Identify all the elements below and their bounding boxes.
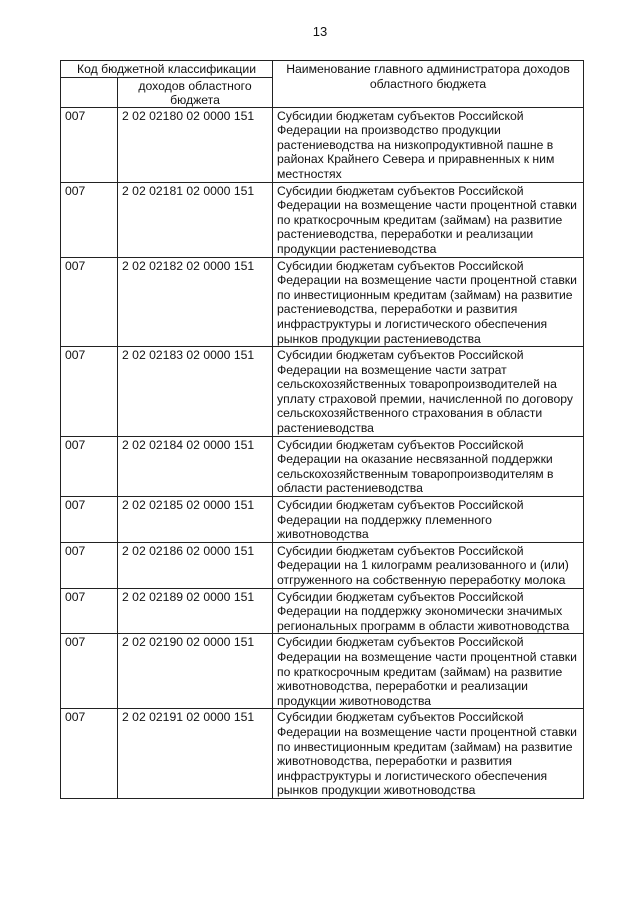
admin-code-cell: 007 — [61, 436, 118, 496]
income-name-cell: Субсидии бюджетам субъектов Российской Федерации на оказание несвязанной поддержки сельскохозяйственным товаропроизводителям в области растениеводства — [273, 436, 584, 496]
admin-code-cell: 007 — [61, 497, 118, 543]
admin-code-cell: 007 — [61, 107, 118, 182]
table-row — [61, 588, 584, 634]
income-name-cell: Субсидии бюджетам субъектов Российской Федерации на поддержку экономически значимых региональных программ в области животноводства — [273, 588, 584, 634]
admin-code-cell: 007 — [61, 182, 118, 257]
income-code-cell: 2 02 02181 02 0000 151 — [118, 182, 273, 257]
income-code-cell: 2 02 02182 02 0000 151 — [118, 257, 273, 347]
income-name-cell: Субсидии бюджетам субъектов Российской Федерации на возмещение части процентной ставки по инвестиционным кредитам (займам) на развитие растениеводства, переработки и развития инфраструктуры и логистического обеспечения рынков продукции растениеводства — [273, 257, 584, 347]
income-name-cell: Субсидии бюджетам субъектов Российской Федерации на возмещение части процентной ставки по краткосрочным кредитам (займам) на развитие растениеводства, переработки и реализации продукции растениеводства — [273, 182, 584, 257]
admin-code-cell: 007 — [61, 634, 118, 709]
admin-code-cell: 007 — [61, 709, 118, 799]
header-chief-administrator — [61, 77, 118, 107]
table-row — [61, 709, 584, 799]
admin-code-cell: 007 — [61, 588, 118, 634]
table-row — [61, 542, 584, 588]
header-row-top — [61, 61, 584, 78]
income-code-cell: 2 02 02184 02 0000 151 — [118, 436, 273, 496]
income-code-cell: 2 02 02180 02 0000 151 — [118, 107, 273, 182]
table-row — [61, 107, 584, 182]
header-administrator-name: Наименование главного администратора доходов областного бюджета — [273, 61, 584, 108]
table-row — [61, 347, 584, 437]
table-body — [61, 107, 584, 798]
header-regional-budget-income: доходов областного бюджета — [118, 77, 273, 107]
income-name-cell: Субсидии бюджетам субъектов Российской Федерации на 1 килограмм реализованного и (или) отгруженного на собственную переработку молока — [273, 542, 584, 588]
income-name-cell: Субсидии бюджетам субъектов Российской Федерации на возмещение части процентной ставки по инвестиционным кредитам (займам) на развитие животноводства, переработки и развития инфраструктуры и логистического обеспечения рынков продукции животноводства — [273, 709, 584, 799]
page-number: 13 — [312, 24, 328, 39]
table-row — [61, 497, 584, 543]
table-row — [61, 182, 584, 257]
table-row — [61, 257, 584, 347]
admin-code-cell: 007 — [61, 257, 118, 347]
income-code-cell: 2 02 02185 02 0000 151 — [118, 497, 273, 543]
table-header — [61, 61, 584, 108]
income-code-cell: 2 02 02190 02 0000 151 — [118, 634, 273, 709]
income-code-cell: 2 02 02191 02 0000 151 — [118, 709, 273, 799]
income-name-cell: Субсидии бюджетам субъектов Российской Федерации на производство продукции растениеводства на низкопродуктивной пашне в районах Крайнего Севера и приравненных к ним местностях — [273, 107, 584, 182]
table-row — [61, 634, 584, 709]
table-row — [61, 436, 584, 496]
header-budget-classification-code: Код бюджетной классификации — [61, 61, 273, 78]
admin-code-cell: 007 — [61, 347, 118, 437]
income-code-cell: 2 02 02183 02 0000 151 — [118, 347, 273, 437]
admin-code-cell: 007 — [61, 542, 118, 588]
income-code-cell: 2 02 02186 02 0000 151 — [118, 542, 273, 588]
budget-classification-table — [60, 60, 584, 799]
income-code-cell: 2 02 02189 02 0000 151 — [118, 588, 273, 634]
income-name-cell: Субсидии бюджетам субъектов Российской Федерации на поддержку племенного животноводства — [273, 497, 584, 543]
income-name-cell: Субсидии бюджетам субъектов Российской Федерации на возмещение части процентной ставки по краткосрочным кредитам (займам) на развитие животноводства, переработки и реализации продукции животноводства — [273, 634, 584, 709]
income-name-cell: Субсидии бюджетам субъектов Российской Федерации на возмещение части затрат сельскохозяйственных товаропроизводителей на уплату страховой премии, начисленной по договору сельскохозяйственного страхования в области растениеводства — [273, 347, 584, 437]
